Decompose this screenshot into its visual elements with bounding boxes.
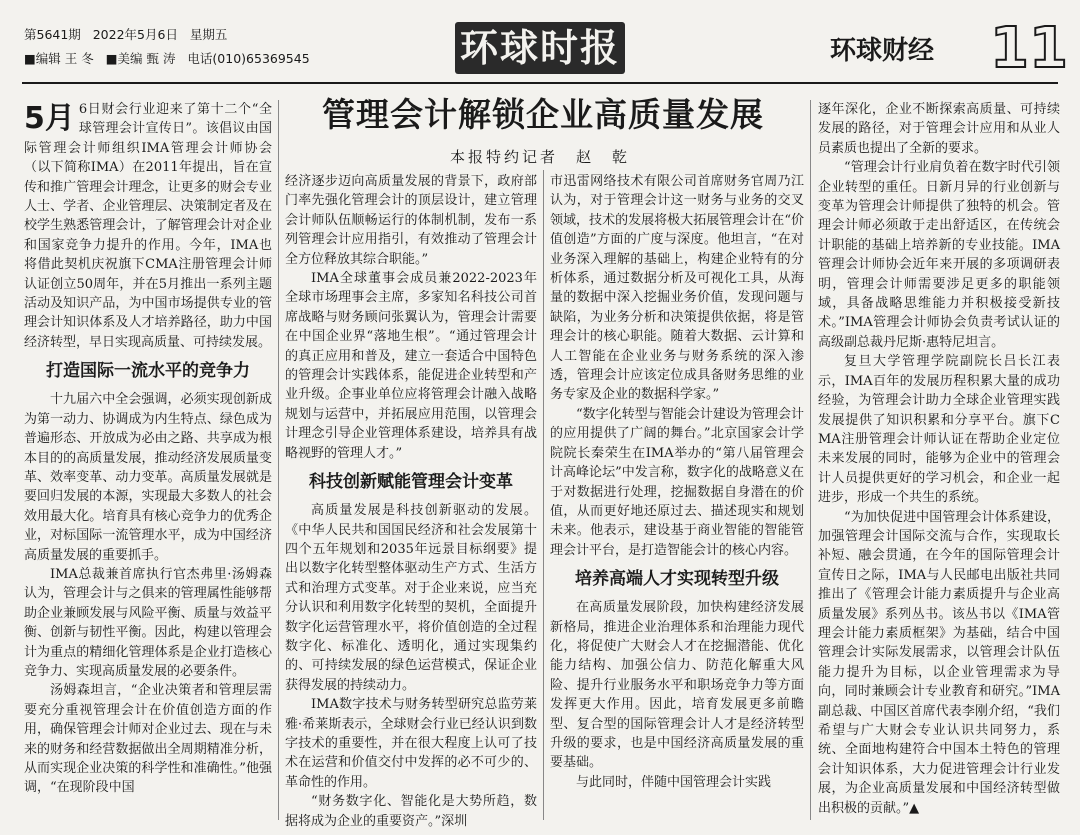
paragraph: IMA总裁兼首席执行官杰弗里·汤姆森认为，管理会计与之俱来的管理属性能够帮助企业兼顾发展与风险平衡、质量与效益平衡、创新与韧性平衡。因此，构建以管理会计为重点的精细化管理体系是企业打造核心竞争力、实现高质量发展的必要条件。 <box>24 566 272 679</box>
staff-info <box>24 50 310 68</box>
column-divider <box>543 170 544 820</box>
subheading: 科技创新赋能管理会计变革 <box>309 472 513 493</box>
column-divider <box>278 100 279 820</box>
paragraph: IMA全球董事会成员兼2022-2023年全球市场理事会主席，多家知名科技公司首席战略与财务顾问张翼认为，管理会计需要在中国企业界“落地生根”。“通过管理会计的真正应用和普及，建立一套适合中国特色的管理会计实践体系，能促进企业转型和产业升级。企事业单位应将管理会计融入战略规划与运营中，并拓展应用范围，以管理会计理念引导企业管理体系建设，培养具有战略视野的管理人才。” <box>285 271 537 461</box>
editor-label: ■编辑 <box>24 51 61 66</box>
editor-name: 王 冬 <box>64 51 94 66</box>
article-column-4 <box>818 100 1060 820</box>
art-editor-label: ■美编 <box>105 51 143 66</box>
paragraph: 高质量发展是科技创新驱动的发展。《中华人民共和国国民经济和社会发展第十四个五年规划和2035年远景目标纲要》提出以数字化转型整体驱动生产方式、生活方式和治理方式变革。对于企业来说，应当充分认识和利用数字化转型的契机，全面提升数字化运营管理水平，将价值创造的全过程数字化、标准化、透明化，通过实现集约的、可持续发展的绿色运营模式，保证企业获得发展的持续动力。 <box>285 503 537 693</box>
issue-date: 2022年5月6日 <box>92 27 178 42</box>
paragraph: 汤姆森坦言，“企业决策者和管理层需要充分重视管理会计在价值创造方面的作用，确保管理会计师对企业过去、现在与未来的财务和经营数据做出全周期精准分析，从而实现企业决策的科学性和准确性。”他强调，“在现阶段中国 <box>24 683 272 796</box>
lead-paragraph: 5月 6日财会行业迎来了第十二个“全球管理会计宣传日”。该倡议由国际管理会计师组织IMA管理会计师协会（以下简称IMA）在2011年提出，旨在宣传和推广管理会计理念，让更多的财会专业人士、学者、企业管理层、决策制定者及在校学生熟悉管理会计，了解管理会计对企业和国家竞争力提升的作用。今年，IMA也将借此契机庆祝旗下CMA注册管理会计师认证创立50周年，并在5月推出一系列主题活动及知识产品，为中国市场提供专业的管理会计知识体系及人才培养路径，助力中国经济转型，早日实现高质量、可持续发展。 <box>24 101 272 350</box>
phone-number: (010)65369545 <box>212 51 310 66</box>
subheading: 打造国际一流水平的竞争力 <box>46 361 250 382</box>
header-rule <box>22 82 1058 84</box>
paragraph: “数字化转型与智能会计建设为管理会计的应用提供了广阔的舞台。”北京国家会计学院院长秦荣生在IMA举办的“第八届管理会计高峰论坛”中发言称，数字化的战略意义在于对数据进行处理，挖掘数据自身潜在的价值，从而更好地还原过去、描述现实和规划未来。他表示，建设基于商业智能的智能管理会计平台，是打造智能会计的核心内容。 <box>550 406 804 558</box>
paragraph: 十九届六中全会强调，必须实现创新成为第一动力、协调成为内生特点、绿色成为普遍形态、开放成为必由之路、共享成为根本目的的高质量发展，推动经济发展质量变革、效率变革、动力变革。高质量发展就是要回归发展的本源，实现最大多数人的社会效用最大化。培育具有核心竞争力的优秀企业，对标国际一流管理水平，成为中国经济高质量发展的重要抓手。 <box>24 392 272 563</box>
section-title: 环球财经 <box>830 36 935 66</box>
paragraph: 市迅雷网络技术有限公司首席财务官周乃江认为，对于管理会计这一财务与业务的交叉领域，技术的发展将极大拓展管理会计在“价值创造”方面的广度与深度。他坦言，“在对业务深入理解的基础上，构建企业特有的分析体系，通过数据分析及可视化工具，从海量的数据中深入挖掘业务价值，发现问题与缺陷，为业务分析和决策提供依据，将是管理会计的核心职能。随着大数据、云计算和人工智能在企业业务与财务系统的深入渗透，管理会计应该定位成具备财务思维的业务专家及企业的数据科学家。” <box>550 174 804 403</box>
dropcap: 5月 <box>24 101 75 136</box>
newspaper-masthead: 环球时报 <box>455 22 625 74</box>
paragraph: 逐年深化，企业不断探索高质量、可持续发展的路径，对于管理会计应用和从业人员素质也提出了全新的要求。 <box>818 102 1060 156</box>
paragraph: 在高质量发展阶段，加快构建经济发展新格局，推进企业治理体系和治理能力现代化，将促使广大财会人才在挖掘潜能、优化能力结构、加强公信力、防范化解重大风险、提升行业服务水平和职场竞争力等方面发挥更大作用。因此，培育发展更多前瞻型、复合型的国际管理会计人才是经济转型升级的要求，也是中国经济高质量发展的重要基础。 <box>550 600 804 771</box>
article-byline: 本报特约记者 赵 乾 <box>449 148 630 166</box>
issue-number: 第5641期 <box>24 27 81 42</box>
page-number: 11 <box>990 16 1068 81</box>
article-column-3 <box>550 172 804 820</box>
column-divider <box>810 100 811 820</box>
paragraph: 与此同时，伴随中国管理会计实践 <box>576 774 772 790</box>
issue-weekday: 星期五 <box>189 27 228 42</box>
issue-info <box>24 26 227 44</box>
paragraph: 经济逐步迈向高质量发展的背景下，政府部门率先强化管理会计的顶层设计，建立管理会计师队伍顺畅运行的体制机制，发布一系列管理会计应用指引，有效推动了管理会计全方位释放其综合职能。” <box>285 174 537 267</box>
article-column-1 <box>24 100 272 820</box>
paragraph: “为加快促进中国管理会计体系建设，加强管理会计国际交流与合作，实现取长补短、融会贯通，在今年的国际管理会计宣传日之际，IMA与人民邮电出版社共同推出了《管理会计能力素质提升与企业高质量发展》系列丛书。该丛书以《IMA管理会计能力素质框架》为基础，结合中国管理会计实际发展需求，以管理会计队伍能力提升为目标，以企业管理需求为导向，同时兼顾会计专业教育和研究。”IMA副总裁、中国区首席代表李刚介绍，“我们希望与广大财会专业认识共同努力，系统、全面地构建符合中国本土特色的管理会计知识体系，大力促进管理会计行业发展，为企业高质量发展和中国经济转型做出积极的贡献。”▲ <box>818 509 1060 816</box>
phone-label: 电话 <box>187 51 213 66</box>
paragraph: “管理会计行业肩负着在数字时代引领企业转型的重任。日新月异的行业创新与变革为管理会计师提供了独特的机会。管理会计师必须敢于走出舒适区，在传统会计职能的基础上培养新的专业技能。IMA管理会计师协会近年来开展的多项调研表明，管理会计师需要涉足更多的职能领域，具备战略思维能力并积极接受新技术。”IMA管理会计师协会负责考试认证的高级副总裁丹尼斯·惠特尼坦言。 <box>818 160 1060 350</box>
paragraph: “财务数字化、智能化是大势所趋，数据将成为企业的重要资产。”深圳 <box>285 794 537 829</box>
paragraph: IMA数字技术与财务转型研究总监劳莱雅·希莱斯表示，全球财会行业已经认识到数字技术的重要性，并在很大程度上认可了技术在运营和价值交付中发挥的必不可少的、革命性的作用。 <box>285 697 537 790</box>
paragraph: 复旦大学管理学院副院长吕长江表示，IMA百年的发展历程积累大量的成功经验，为管理会计助力全球企业管理实践发展提供了知识积累和分享平台。旗下CMA注册管理会计师认证在帮助企业定位未来发展的同时，能够为企业中的管理会计人员提供更好的学习机会，和企业一起进步，形成一个共生的系统。 <box>818 354 1060 506</box>
article-column-2 <box>285 172 537 829</box>
article-headline: 管理会计解锁企业高质量发展 <box>322 95 764 134</box>
subheading: 培养高端人才实现转型升级 <box>575 569 779 590</box>
art-editor-name: 甄 涛 <box>146 51 176 66</box>
